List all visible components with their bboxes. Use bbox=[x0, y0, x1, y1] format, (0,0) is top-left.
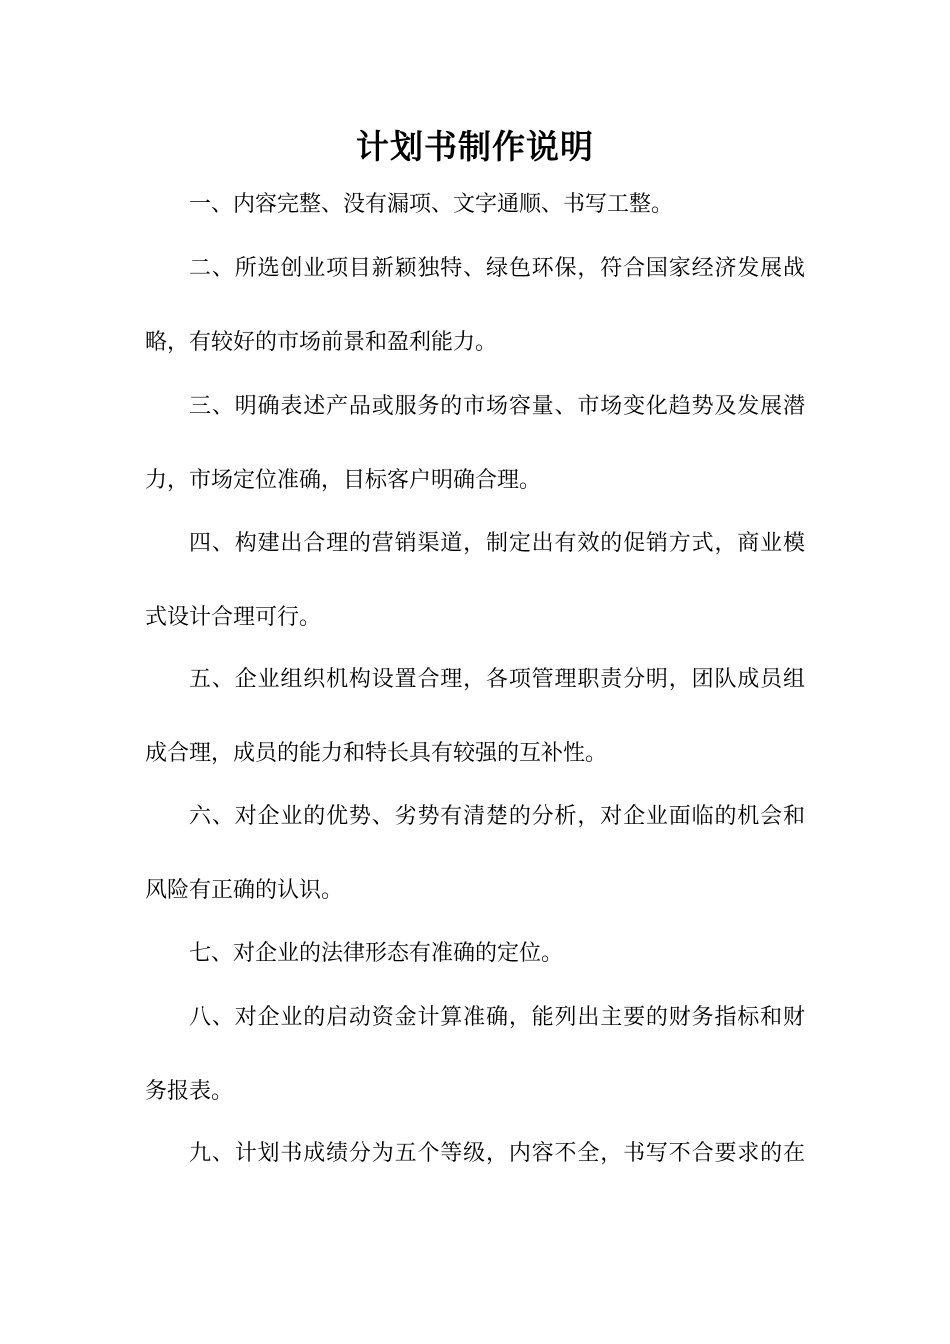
document-title: 计划书制作说明 bbox=[356, 127, 594, 166]
item-1-line-1: 一、内容完整、没有漏项、文字通顺、书写工整。 bbox=[189, 192, 674, 217]
item-2-line-2: 略，有较好的市场前景和盈利能力。 bbox=[145, 330, 498, 355]
item-2-line-1: 二、所选创业项目新颖独特、绿色环保，符合国家经济发展战 bbox=[189, 256, 805, 281]
item-9-line-1: 九、计划书成绩分为五个等级，内容不全，书写不合要求的在 bbox=[189, 1141, 805, 1166]
item-4-line-2: 式设计合理可行。 bbox=[145, 605, 322, 630]
item-3-line-2: 力，市场定位准确，目标客户明确合理。 bbox=[145, 468, 542, 493]
item-6-line-2: 风险有正确的认识。 bbox=[145, 878, 344, 903]
item-7-line-1: 七、对企业的法律形态有准确的定位。 bbox=[189, 941, 564, 966]
item-8-line-2: 务报表。 bbox=[145, 1079, 234, 1104]
item-5-line-2: 成合理，成员的能力和特长具有较强的互补性。 bbox=[145, 741, 608, 766]
item-5-line-1: 五、企业组织机构设置合理，各项管理职责分明，团队成员组 bbox=[189, 667, 805, 692]
item-6-line-1: 六、对企业的优势、劣势有清楚的分析，对企业面临的机会和 bbox=[189, 804, 805, 829]
item-8-line-1: 八、对企业的启动资金计算准确，能列出主要的财务指标和财 bbox=[189, 1005, 805, 1030]
item-4-line-1: 四、构建出合理的营销渠道，制定出有效的促销方式，商业模 bbox=[189, 531, 805, 556]
item-3-line-1: 三、明确表述产品或服务的市场容量、市场变化趋势及发展潜 bbox=[189, 394, 805, 419]
